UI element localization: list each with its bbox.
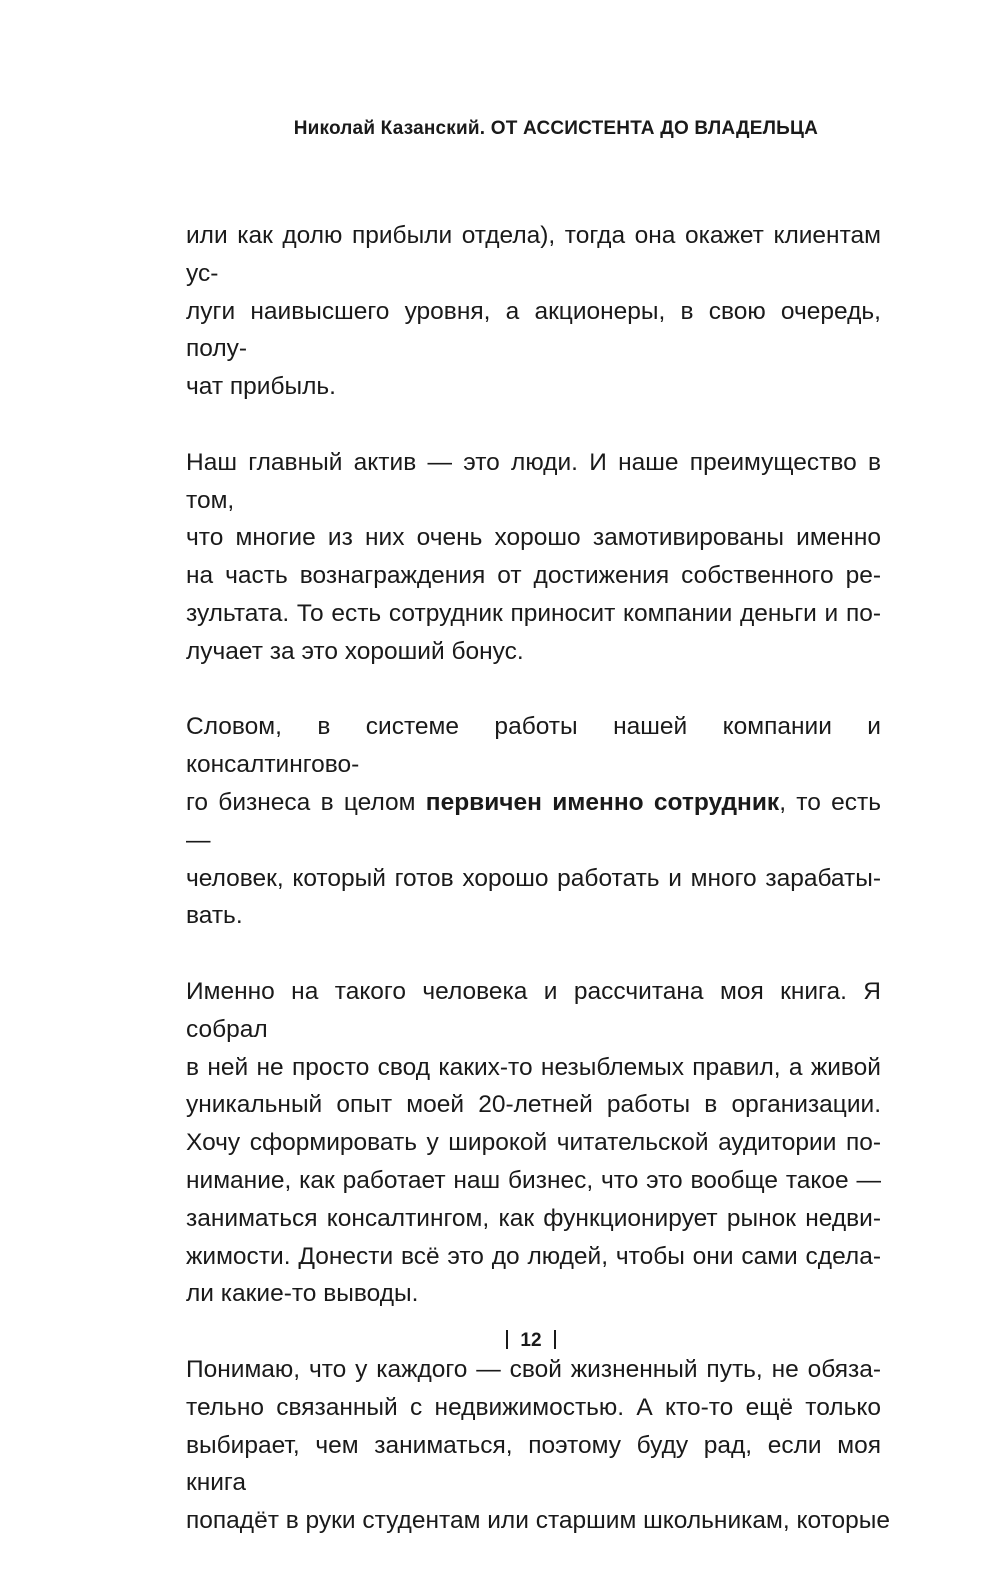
text-segment: Хочу сформировать у широкой читательской аудитории по- [186,1129,881,1157]
text-segment: заниматься консалтингом, как функционирует рынок недви- [186,1204,881,1232]
body-text [186,217,891,1578]
text-segment: тельно связанный с недвижимостью. А кто-то ещё только [186,1393,881,1421]
text-segment: нимание, как работает наш бизнес, что это вообще такое — [186,1166,881,1194]
text-segment: чат прибыль. [186,373,336,401]
text-line [186,897,881,935]
text-line [186,368,881,406]
text-segment: Наш главный актив — это люди. И наше преимущество в том, [186,448,881,514]
text-segment: го бизнеса в целом [186,788,426,816]
text-line [186,1389,881,1427]
text-line [186,595,881,633]
text-line [186,1351,881,1389]
text-line [186,1275,881,1313]
text-line [186,1162,881,1200]
paragraph [186,444,881,671]
page-number-right-bar [554,1330,556,1349]
text-segment: лучает за это хороший бонус. [186,637,524,665]
text-line [186,1502,891,1540]
text-segment: что многие из них очень хорошо замотивированы именно [186,524,881,552]
text-line [186,1049,881,1087]
text-line [186,293,881,369]
text-line [186,973,881,1049]
text-line [186,1200,881,1238]
page-number-left-bar [506,1330,508,1349]
text-line [186,217,881,293]
text-segment: луги наивысшего уровня, а акционеры, в свою очередь, полу- [186,297,881,363]
text-line [186,784,881,860]
text-segment: человек, который готов хорошо работать и много зарабаты- [186,864,881,892]
text-segment: выбирает, чем заниматься, поэтому буду рад, если моя книга [186,1431,881,1497]
text-segment: уникальный опыт моей 20-летней работы в организации. [186,1091,881,1119]
text-segment: Именно на такого человека и рассчитана моя книга. Я собрал [186,977,881,1043]
text-line [186,557,881,595]
bold-text: первичен именно сотрудник [425,788,780,816]
text-line [186,633,881,671]
text-segment: попадёт в руки студентам или старшим школьникам, которые [186,1507,891,1535]
text-segment: вать. [186,902,243,930]
text-segment: , то есть — [186,788,881,854]
text-line [186,444,881,520]
text-line [186,1427,881,1503]
running-header: Николай Казанский. ОТ АССИСТЕНТА ДО ВЛАДЕЛЬЦА [293,118,818,139]
paragraph [186,1351,891,1540]
text-line [186,1086,881,1124]
text-line [186,1124,881,1162]
page-number [0,1330,1000,1352]
text-segment: жимости. Донести всё это до людей, чтобы они сами сдела- [186,1242,881,1270]
text-segment: ли какие-то выводы. [186,1280,419,1308]
text-line [186,1238,881,1276]
text-segment: на часть вознаграждения от достижения собственного ре- [186,562,881,590]
paragraph [186,708,881,935]
text-segment: Словом, в системе работы нашей компании и консалтингово- [186,713,881,779]
text-segment: зультата. То есть сотрудник приносит компании деньги и по- [186,599,881,627]
text-segment: или как долю прибыли отдела), тогда она окажет клиентам ус- [186,222,881,287]
text-line [186,519,881,557]
text-line [186,708,881,784]
text-segment: в ней не просто свод каких-то незыблемых правил, а живой [186,1053,881,1081]
paragraph [186,217,881,406]
text-line [186,860,881,898]
text-segment: Понимаю, что у каждого — свой жизненный путь, не обяза- [186,1355,881,1383]
paragraph [186,973,881,1313]
page-number-value: 12 [520,1330,542,1351]
